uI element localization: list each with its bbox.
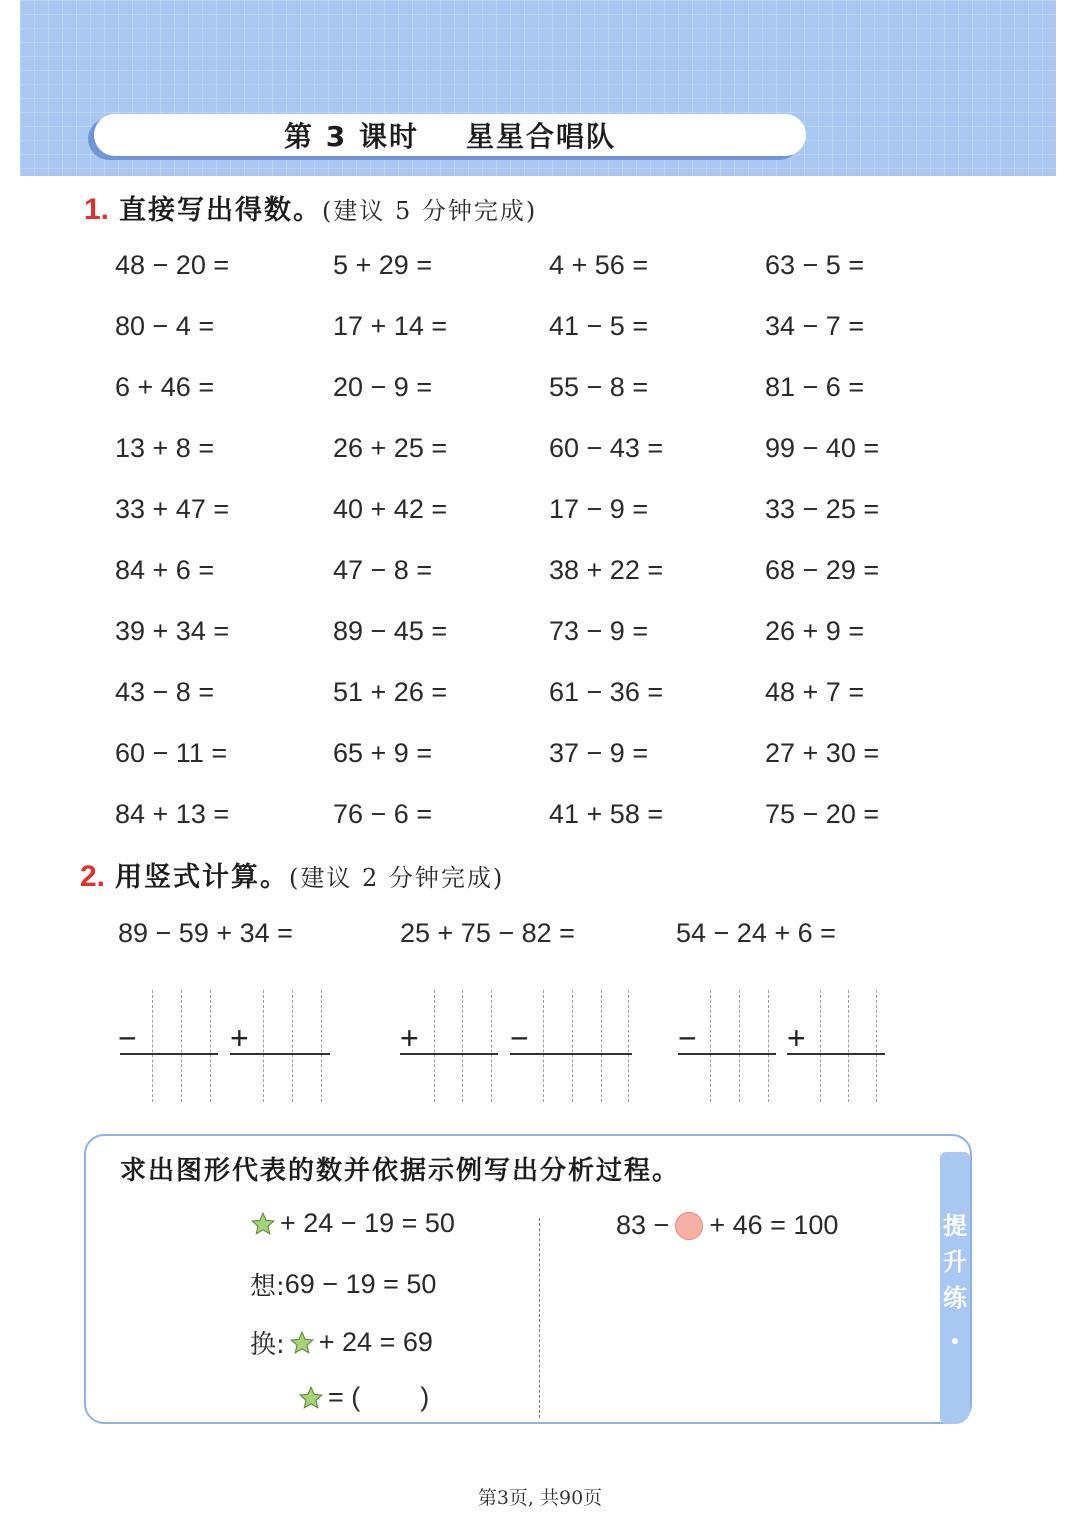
arithmetic-problem: 48 − 20 = (115, 250, 230, 280)
lesson-title: 第 3 课时 星星合唱队 (284, 120, 616, 153)
section1-heading (84, 188, 537, 227)
dashed-divider (539, 1218, 540, 1418)
section1-number: 1. (84, 193, 110, 226)
arithmetic-problem: 33 + 47 = (115, 494, 230, 524)
calc-operator-sign: + (230, 1020, 249, 1056)
example-line-1 (246, 1208, 455, 1239)
arithmetic-problem: 63 − 5 = (765, 250, 865, 280)
arithmetic-problem: 48 + 7 = (765, 677, 865, 707)
arithmetic-problem: 37 − 9 = (549, 738, 649, 768)
arithmetic-problem: 65 + 9 = (333, 738, 433, 768)
arithmetic-problem: 84 + 6 = (115, 555, 215, 585)
calc-grid-line (462, 990, 463, 1102)
calc-grid-line (210, 990, 211, 1102)
calc-operator-sign: − (510, 1020, 529, 1056)
arithmetic-problem: 51 + 26 = (333, 677, 448, 707)
arithmetic-problem: 99 − 40 = (765, 433, 880, 463)
example-line-2-expr: 69 − 19 = 50 (284, 1269, 437, 1299)
arithmetic-problem: 38 + 22 = (549, 555, 664, 585)
calc-operator-sign: − (118, 1020, 137, 1056)
calc-grid-line (739, 990, 740, 1102)
arithmetic-problem: 61 − 36 = (549, 677, 664, 707)
star-icon (250, 1211, 276, 1237)
calc-grid-line (572, 990, 573, 1102)
section1-title: 直接写出得数。 (119, 195, 323, 226)
calc-grid-line (263, 990, 264, 1102)
arithmetic-problem: 73 − 9 = (549, 616, 649, 646)
vertical-calc-expression: 89 − 59 + 34 = (118, 918, 293, 948)
example-line-3 (250, 1324, 433, 1361)
calc-operator-sign: + (787, 1020, 806, 1056)
section2-number: 2. (80, 860, 106, 893)
section2-note: (建议 2 分钟完成) (289, 864, 505, 892)
side-dot (952, 1338, 958, 1344)
lesson-title-bar (94, 114, 806, 156)
arithmetic-problem: 20 − 9 = (333, 372, 433, 402)
vertical-calc-expression: 54 − 24 + 6 = (676, 918, 836, 948)
arithmetic-problem: 39 + 34 = (115, 616, 230, 646)
side-label (942, 1208, 968, 1316)
example-line-2 (250, 1266, 436, 1303)
arithmetic-problem: 75 − 20 = (765, 799, 880, 829)
challenge-title: 求出图形代表的数并依据示例写出分析过程。 (120, 1156, 681, 1186)
calc-grid-line (628, 990, 629, 1102)
arithmetic-problem: 17 − 9 = (549, 494, 649, 524)
arithmetic-problem: 27 + 30 = (765, 738, 880, 768)
example-line-3-expr: + 24 = 69 (318, 1327, 433, 1357)
calc-grid-line (181, 990, 182, 1102)
arithmetic-problem: 4 + 56 = (549, 250, 649, 280)
calc-grid-line (321, 990, 322, 1102)
task-left: 83 − (616, 1210, 670, 1240)
calc-grid-line (543, 990, 544, 1102)
arithmetic-problem: 80 − 4 = (115, 311, 215, 341)
task-right: + 46 = 100 (709, 1210, 839, 1240)
calc-grid-line (876, 990, 877, 1102)
arithmetic-problem: 6 + 46 = (115, 372, 215, 402)
example-line-4 (294, 1382, 429, 1413)
calc-grid-line (152, 990, 153, 1102)
circle-icon (675, 1212, 703, 1240)
star-icon (289, 1330, 315, 1356)
swap-label: 换: (250, 1330, 285, 1360)
star-icon (298, 1385, 324, 1411)
arithmetic-problem: 43 − 8 = (115, 677, 215, 707)
calc-grid-line (601, 990, 602, 1102)
arithmetic-problem: 47 − 8 = (333, 555, 433, 585)
calc-grid-line (434, 990, 435, 1102)
section2-heading (80, 855, 504, 894)
example-line-1-expr: + 24 − 19 = 50 (280, 1208, 455, 1238)
arithmetic-problem: 41 + 58 = (549, 799, 664, 829)
section1-note: (建议 5 分钟完成) (322, 197, 538, 225)
arithmetic-problem: 41 − 5 = (549, 311, 649, 341)
calc-grid-line (710, 990, 711, 1102)
arithmetic-problem: 26 + 9 = (765, 616, 865, 646)
arithmetic-problem: 33 − 25 = (765, 494, 880, 524)
arithmetic-problem: 81 − 6 = (765, 372, 865, 402)
calc-operator-sign: + (400, 1020, 419, 1056)
arithmetic-problem: 60 − 11 = (115, 738, 228, 768)
calc-grid-line (292, 990, 293, 1102)
star-answer-blank[interactable]: = ( ) (328, 1382, 430, 1412)
arithmetic-problem: 89 − 45 = (333, 616, 448, 646)
arithmetic-problem: 55 − 8 = (549, 372, 649, 402)
side-label-char: 提 (943, 1212, 967, 1240)
arithmetic-problem: 13 + 8 = (115, 433, 215, 463)
calc-grid-line (820, 990, 821, 1102)
arithmetic-problem: 68 − 29 = (765, 555, 880, 585)
arithmetic-problem: 34 − 7 = (765, 311, 865, 341)
page-footer: 第3页, 共90页 (477, 1487, 603, 1509)
think-label: 想: (250, 1272, 285, 1302)
side-label-char: 升 (943, 1248, 967, 1276)
section2-title: 用竖式计算。 (115, 862, 290, 893)
calc-grid-line (848, 990, 849, 1102)
arithmetic-problem: 84 + 13 = (115, 799, 230, 829)
arithmetic-problem: 76 − 6 = (333, 799, 433, 829)
calc-operator-sign: − (678, 1020, 697, 1056)
side-label-char: 练 (943, 1284, 967, 1312)
arithmetic-problem: 40 + 42 = (333, 494, 448, 524)
task-equation (616, 1210, 838, 1241)
vertical-calc-expression: 25 + 75 − 82 = (400, 918, 575, 948)
arithmetic-problem: 60 − 43 = (549, 433, 664, 463)
arithmetic-problem: 5 + 29 = (333, 250, 433, 280)
arithmetic-problem: 17 + 14 = (333, 311, 448, 341)
calc-grid-line (768, 990, 769, 1102)
arithmetic-problem: 26 + 25 = (333, 433, 448, 463)
calc-grid-line (491, 990, 492, 1102)
